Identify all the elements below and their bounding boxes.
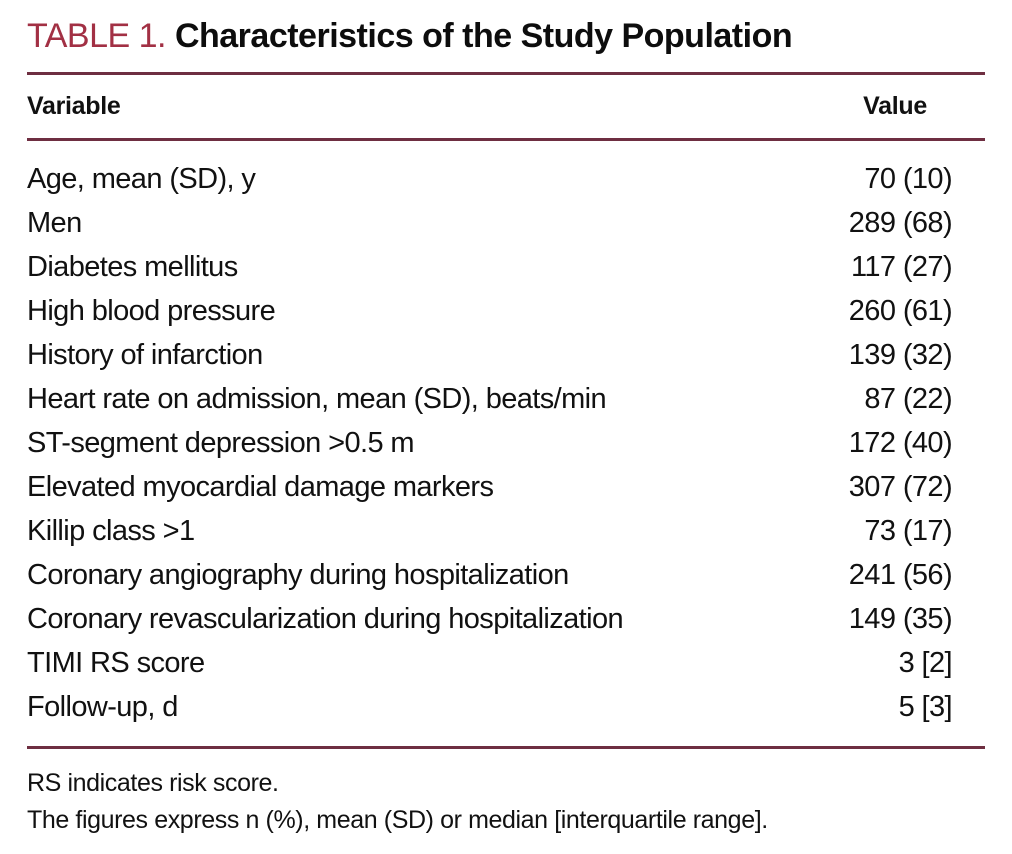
row-value: 3 [2] [898, 647, 952, 679]
row-value: 289 (68) [848, 207, 952, 239]
row-value: 70 (10) [864, 163, 952, 195]
footnote-abbreviations: RS indicates risk score. [27, 769, 279, 797]
column-header-variable: Variable [27, 92, 121, 120]
table-footnotes [27, 765, 985, 839]
table-caption [27, 14, 985, 58]
row-value: 307 (72) [848, 471, 952, 503]
row-value: 139 (32) [848, 339, 952, 371]
row-variable: Elevated myocardial damage markers [27, 471, 494, 503]
row-variable: Coronary angiography during hospitalization [27, 559, 569, 591]
row-variable: History of infarction [27, 339, 263, 371]
row-value: 260 (61) [848, 295, 952, 327]
row-variable: Age, mean (SD), y [27, 163, 256, 195]
row-variable: Men [27, 207, 82, 239]
row-value: 5 [3] [898, 691, 952, 723]
row-variable: Killip class >1 [27, 515, 195, 547]
table-row [27, 245, 985, 289]
row-variable: Follow-up, d [27, 691, 178, 723]
table-row [27, 157, 985, 201]
row-value: 73 (17) [864, 515, 952, 547]
row-variable: Coronary revascularization during hospitalization [27, 603, 624, 635]
column-header-row [27, 75, 985, 138]
table-row [27, 201, 985, 245]
row-variable: Heart rate on admission, mean (SD), beats/min [27, 383, 607, 415]
column-header-value: Value [863, 92, 927, 120]
row-value: 117 (27) [850, 251, 952, 283]
row-variable: TIMI RS score [27, 647, 205, 679]
row-value: 149 (35) [848, 603, 952, 635]
row-variable: Diabetes mellitus [27, 251, 238, 283]
table-row [27, 289, 985, 333]
row-value: 241 (56) [848, 559, 952, 591]
table-body [27, 141, 985, 746]
table-row [27, 685, 985, 729]
row-variable: High blood pressure [27, 295, 276, 327]
row-value: 172 (40) [848, 427, 952, 459]
table-row [27, 597, 985, 641]
table-row [27, 377, 985, 421]
table-row [27, 509, 985, 553]
table-title-text: Characteristics of the Study Population [174, 17, 793, 55]
row-variable: ST-segment depression >0.5 m [27, 427, 414, 459]
table-row [27, 553, 985, 597]
table-row [27, 421, 985, 465]
footnote-figures: The figures express n (%), mean (SD) or median [interquartile range]. [27, 806, 768, 834]
table-row [27, 641, 985, 685]
table-row [27, 465, 985, 509]
table-number-label: TABLE 1. [27, 17, 166, 55]
table-row [27, 333, 985, 377]
row-value: 87 (22) [864, 383, 952, 415]
bottom-rule [27, 746, 985, 749]
